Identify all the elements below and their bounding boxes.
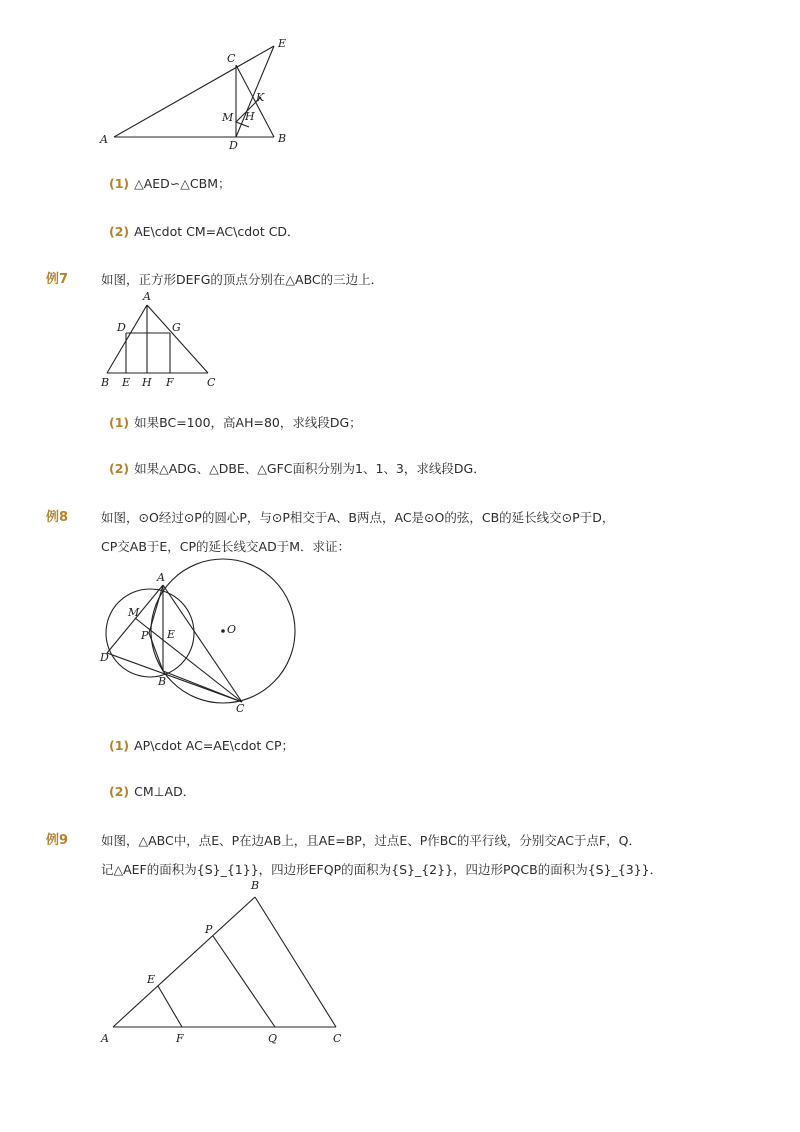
figure-ex9 bbox=[95, 875, 355, 1050]
figure-ex7-svg bbox=[95, 287, 225, 392]
example-7-label: 例7 bbox=[46, 272, 69, 287]
item-text: 如果△ADG、△DBE、△GFC面积分别为1、1、3，求线段DG． bbox=[134, 461, 486, 476]
figure-ex7 bbox=[95, 287, 225, 392]
item-text: AP\cdot AC=AE\cdot CP； bbox=[134, 738, 295, 753]
fig1-label-E: E bbox=[278, 37, 287, 50]
fig1-label-M: M bbox=[222, 111, 234, 124]
fig1-label-A: A bbox=[100, 133, 108, 146]
fig1-label-B: B bbox=[278, 132, 287, 145]
line-MC bbox=[135, 618, 242, 702]
example-8-line-2: CP交AB于E，CP的延长线交AD于M．求证： bbox=[101, 539, 351, 554]
fig2-label-A: A bbox=[143, 290, 151, 303]
fig4-label-B: B bbox=[251, 879, 260, 892]
center-O-dot bbox=[221, 629, 225, 633]
fig4-label-F: F bbox=[176, 1032, 184, 1045]
circle-P bbox=[106, 589, 194, 677]
fig3-label-M: M bbox=[128, 606, 140, 619]
line-PQ bbox=[213, 936, 275, 1027]
line-EB bbox=[236, 46, 274, 137]
line-EF bbox=[158, 986, 182, 1027]
line-BC bbox=[255, 897, 336, 1027]
fig2-label-F: F bbox=[166, 376, 174, 389]
ex7-item-1 bbox=[109, 413, 362, 431]
fig2-label-D: D bbox=[117, 321, 126, 334]
ex6-item-1 bbox=[109, 174, 231, 192]
ex8-item-1 bbox=[109, 736, 294, 754]
fig4-label-A: A bbox=[101, 1032, 109, 1045]
fig1-label-H: H bbox=[245, 110, 255, 123]
line-CB bbox=[236, 65, 274, 137]
item-text: △AED∽△CBM； bbox=[134, 176, 231, 191]
fig1-label-D: D bbox=[229, 139, 238, 152]
fig4-label-Q: Q bbox=[268, 1032, 278, 1045]
fig3-label-B: B bbox=[158, 675, 167, 688]
ex6-item-2 bbox=[109, 222, 300, 240]
figure-ex8 bbox=[95, 555, 305, 715]
fig1-label-C: C bbox=[227, 52, 236, 65]
item-text: AE\cdot CM=AC\cdot CD． bbox=[134, 224, 300, 239]
line-DC bbox=[107, 653, 242, 702]
item-text: 如果BC=100，高AH=80，求线段DG； bbox=[134, 415, 362, 430]
line-AC bbox=[147, 305, 208, 373]
example-8-label: 例8 bbox=[46, 510, 69, 525]
line-AB bbox=[113, 897, 255, 1027]
item-number: (2) bbox=[109, 461, 130, 476]
fig2-label-G: G bbox=[172, 321, 181, 334]
fig1-label-K: K bbox=[256, 91, 265, 104]
item-text: CM⊥AD． bbox=[134, 784, 196, 799]
fig3-label-P: P bbox=[141, 629, 149, 642]
fig4-label-P: P bbox=[205, 923, 213, 936]
item-number: (1) bbox=[109, 415, 130, 430]
line-AB bbox=[107, 305, 147, 373]
line-AP bbox=[149, 585, 163, 633]
example-7-text: 如图，正方形DEFG的顶点分别在△ABC的三边上． bbox=[101, 272, 384, 287]
line-BC bbox=[163, 671, 242, 702]
item-number: (2) bbox=[109, 784, 130, 799]
line-AD bbox=[107, 585, 163, 653]
example-9-line-2: 记△AEF的面积为{S}_{1}}，四边形EFQP的面积为{S}_{2}}，四边形PQCB的面积为{S}_{3}}． bbox=[101, 862, 663, 877]
ex7-item-2 bbox=[109, 459, 486, 477]
fig4-label-C: C bbox=[333, 1032, 342, 1045]
fig3-label-O: O bbox=[227, 623, 237, 636]
item-number: (1) bbox=[109, 738, 130, 753]
item-number: (2) bbox=[109, 224, 130, 239]
fig4-label-E: E bbox=[147, 973, 156, 986]
figure-ex6-svg bbox=[95, 35, 305, 155]
figure-ex9-svg bbox=[95, 875, 355, 1050]
fig2-label-E: E bbox=[122, 376, 131, 389]
fig2-label-B: B bbox=[101, 376, 110, 389]
fig3-label-D: D bbox=[100, 651, 109, 664]
fig2-label-H: H bbox=[142, 376, 152, 389]
fig3-label-E: E bbox=[167, 628, 176, 641]
example-9-line-1: 如图，△ABC中，点E、P在边AB上，且AE=BP，过点E、P作BC的平行线，分别交AC于点F，Q． bbox=[101, 833, 641, 848]
ex8-item-2 bbox=[109, 782, 195, 800]
fig2-label-C: C bbox=[207, 376, 216, 389]
fig3-label-A: A bbox=[157, 571, 165, 584]
figure-ex6 bbox=[95, 35, 305, 155]
figure-ex8-svg bbox=[95, 555, 305, 715]
example-9-label: 例9 bbox=[46, 833, 69, 848]
item-number: (1) bbox=[109, 176, 130, 191]
fig3-label-C: C bbox=[236, 702, 245, 715]
example-8-line-1: 如图，⊙O经过⊙P的圆心P，与⊙P相交于A、B两点，AC是⊙O的弦，CB的延长线交⊙P于D， bbox=[101, 510, 615, 525]
